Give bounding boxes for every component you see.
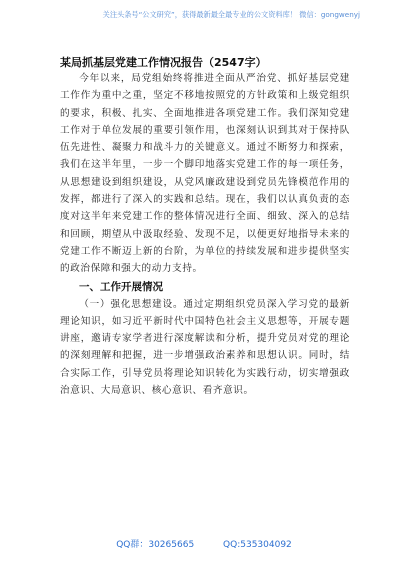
document-body bbox=[60, 70, 350, 399]
document-title: 某局抓基层党建工作情况报告（2547字） bbox=[60, 56, 267, 69]
qq-text: QQ:535304092 bbox=[223, 540, 292, 550]
intro-paragraph: 今年以来，局党组始终将推进全面从严治党、抓好基层党建工作作为重中之重，坚定不移地按照党的方针政策和上级党组织的要求，积极、扎实、全面地推进各项党建工作。我们深知党建工作对于单位发展的重要引领作用，也深刻认识到其对于保持队伍先进性、凝聚力和战斗力的关键意义。通过不断努力和探索，我们在这半年里，一步一个脚印地落实党建工作的每一项任务，从思想建设到组织建设，从党风廉政建设到党员先锋模范作用的发挥，都进行了深入的实践和总结。现在，我们以认真负责的态度对这半年来党建工作的整体情况进行全面、细致、深入的总结和回顾，期望从中汲取经验、发现不足，以便更好地指导未来的党建工作不断迈上新的台阶，为单位的持续发展和进步提供坚实的政治保障和强大的动力支持。 bbox=[60, 73, 350, 275]
qq-group-text: QQ群：30265665 bbox=[116, 540, 195, 550]
footer-contact bbox=[0, 537, 408, 550]
header-banner: 关注头条号“公文研究”，获得最新最全最专业的公文资料库！ 微信：gongwenyj bbox=[102, 10, 360, 19]
section-heading: 一、工作开展情况 bbox=[79, 280, 163, 293]
section-paragraph: （一）强化思想建设。通过定期组织党员深入学习党的最新理论知识，如习近平新时代中国特色社会主义思想等，开展专题讲座，邀请专家学者进行深度解读和分析，提升党员对党的理论的深刻理解和把握，进一步增强政治素养和思想认识。同时，结合实际工作，引导党员将理论知识转化为实践行动，切实增强政治意识、大局意识、核心意识、看齐意识。 bbox=[60, 298, 350, 397]
